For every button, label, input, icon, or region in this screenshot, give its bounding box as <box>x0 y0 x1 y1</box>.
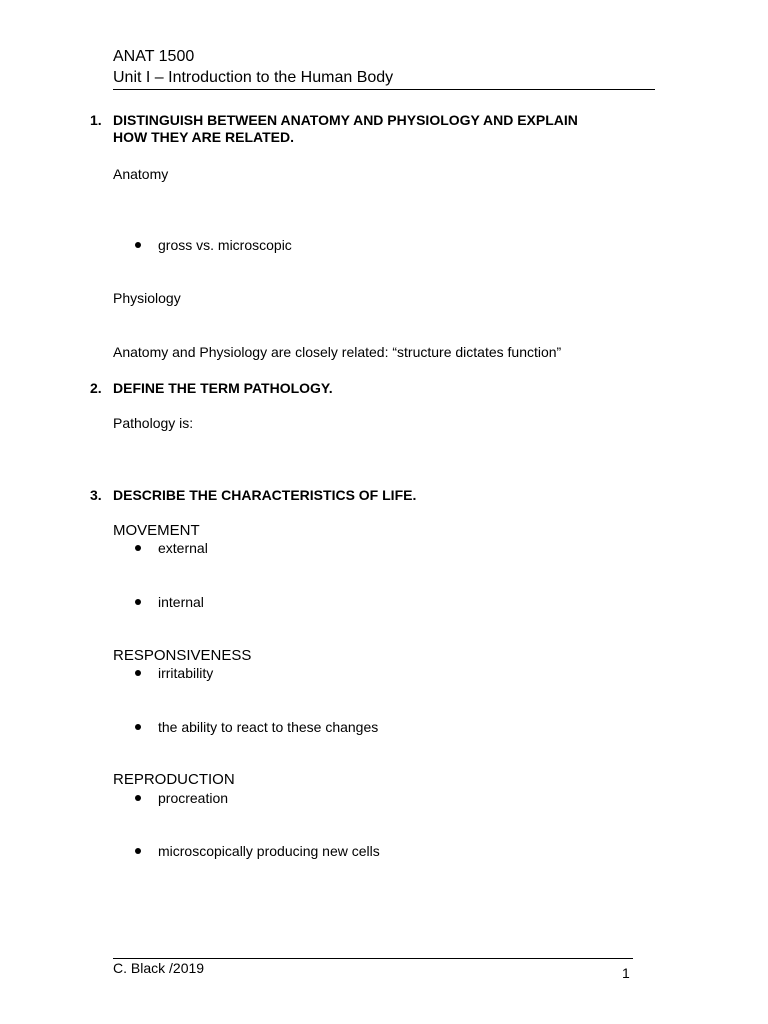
bullet-icon <box>135 670 141 676</box>
bullet-icon <box>135 795 141 801</box>
bullet-icon <box>135 599 141 605</box>
bullet-icon <box>135 724 141 730</box>
q1-title <box>113 112 653 146</box>
q1-title-line1: DISTINGUISH BETWEEN ANATOMY AND PHYSIOLOGY AND EXPLAIN <box>113 112 578 128</box>
responsiveness-heading: RESPONSIVENESS <box>113 647 252 664</box>
anatomy-label: Anatomy <box>113 166 169 182</box>
course-code: ANAT 1500 <box>113 48 195 65</box>
responsiveness-item: the ability to react to these changes <box>158 719 379 735</box>
movement-heading: MOVEMENT <box>113 522 200 539</box>
unit-title: Unit I – Introduction to the Human Body <box>113 69 394 86</box>
physiology-label: Physiology <box>113 290 181 306</box>
reproduction-heading: REPRODUCTION <box>113 771 235 788</box>
bullet-icon <box>135 242 141 248</box>
page-number: 1 <box>622 965 630 981</box>
q3-number: 3. <box>90 487 102 503</box>
q1-title-line2: HOW THEY ARE RELATED. <box>113 129 294 145</box>
q2-title: DEFINE THE TERM PATHOLOGY. <box>113 380 333 396</box>
q3-title: DESCRIBE THE CHARACTERISTICS OF LIFE. <box>113 487 417 503</box>
header-rule <box>113 89 655 90</box>
q2-number: 2. <box>90 380 102 396</box>
reproduction-item: microscopically producing new cells <box>158 843 380 859</box>
footer-author: C. Black /2019 <box>113 960 205 976</box>
anatomy-bullet-text: gross vs. microscopic <box>158 237 292 253</box>
movement-item: external <box>158 540 208 556</box>
responsiveness-item: irritability <box>158 665 214 681</box>
q1-number: 1. <box>90 112 102 128</box>
relation-text: Anatomy and Physiology are closely related: “structure dictates function” <box>113 344 562 360</box>
footer-rule <box>113 958 633 959</box>
bullet-icon <box>135 545 141 551</box>
bullet-icon <box>135 848 141 854</box>
reproduction-item: procreation <box>158 790 229 806</box>
pathology-label: Pathology is: <box>113 415 194 431</box>
movement-item: internal <box>158 594 204 610</box>
